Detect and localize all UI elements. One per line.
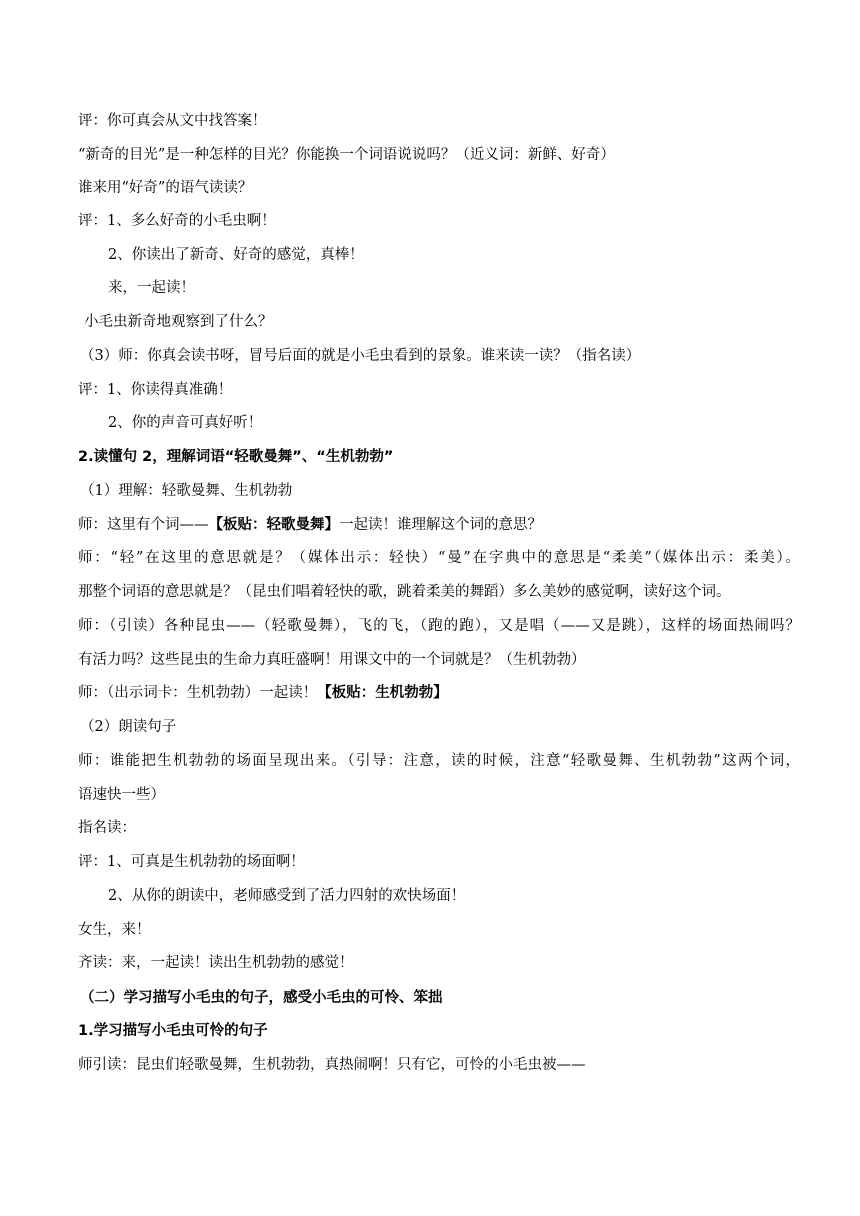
teacher-line: 师：谁能把生机勃勃的场面呈现出来。（引导：注意，读的时候，注意“轻歌曼舞、生机勃勃”这两个词， — [78, 753, 800, 769]
comment-line: 评：1、多么好奇的小毛虫啊！ — [78, 213, 276, 229]
reading-line: 指名读： — [78, 820, 136, 836]
teacher-line: 语速快一些） — [78, 787, 165, 803]
teacher-line: （3）师：你真会读书呀，冒号后面的就是小毛虫看到的景象。谁来读一读？（指名读） — [80, 348, 641, 364]
comment-line: 2、从你的朗读中，老师感受到了活力四射的欢快场面！ — [108, 888, 466, 904]
reading-line: 女生，来！ — [78, 922, 151, 938]
section-heading: 1.学习描写小毛虫可怜的句子 — [78, 1023, 268, 1039]
comment-line: 2、你的声音可真好听！ — [108, 415, 263, 431]
comment-line: 评：1、你读得真准确！ — [78, 382, 233, 398]
comment-line: 来，一起读！ — [108, 280, 195, 296]
board-note: 【板贴：生机勃勃】 — [317, 684, 448, 701]
subsection-line: （1）理解：轻歌曼舞、生机勃勃 — [80, 483, 293, 499]
section-heading: （二）学习描写小毛虫的句子，感受小毛虫的可怜、笨拙 — [80, 990, 443, 1006]
teacher-line: 师：“轻”在这里的意思就是？（媒体出示：轻快）“曼”在字典中的意思是“柔美”（媒体出示：柔美）。 — [78, 550, 800, 566]
comment-line: 2、你读出了新奇、好奇的感觉，真棒！ — [108, 247, 364, 263]
comment-line: 评：1、可真是生机勃勃的场面啊！ — [78, 854, 305, 870]
teacher-line: 师：这里有个词——【板贴：轻歌曼舞】一起读！谁理解这个词的意思？ — [78, 516, 542, 533]
reading-line: 齐读：来，一起读！读出生机勃勃的感觉！ — [78, 955, 354, 971]
teacher-line: 师：（出示词卡：生机勃勃）一起读！【板贴：生机勃勃】 — [78, 684, 448, 701]
teacher-line: 师引读：昆虫们轻歌曼舞，生机勃勃，真热闹啊！只有它，可怜的小毛虫被—— — [78, 1057, 586, 1073]
section-heading: 2.读懂句 2，理解词语“轻歌曼舞”、“生机勃勃” — [78, 449, 394, 465]
question-line: “新奇的目光”是一种怎样的目光？你能换一个词语说说吗？（近义词：新鲜、好奇） — [78, 147, 615, 163]
board-note: 【板贴：轻歌曼舞】 — [208, 516, 339, 533]
comment-line: 评：你可真会从文中找答案！ — [78, 113, 267, 129]
subsection-line: （2）朗读句子 — [80, 719, 177, 735]
question-line: 谁来用“好奇”的语气读读？ — [78, 180, 253, 196]
teacher-line: 那整个词语的意思就是？（昆虫们唱着轻快的歌，跳着柔美的舞蹈）多么美妙的感觉啊，读好这个词。 — [78, 584, 731, 600]
question-line: 小毛虫新奇地观察到了什么？ — [84, 314, 273, 330]
teacher-line: 有活力吗？这些昆虫的生命力真旺盛啊！用课文中的一个词就是？（生机勃勃） — [78, 652, 586, 668]
teacher-line: 师：（引读）各种昆虫——（轻歌曼舞），飞的飞，（跑的跑），又是唱（——又是跳），这样的场面热闹吗？ — [78, 618, 800, 634]
